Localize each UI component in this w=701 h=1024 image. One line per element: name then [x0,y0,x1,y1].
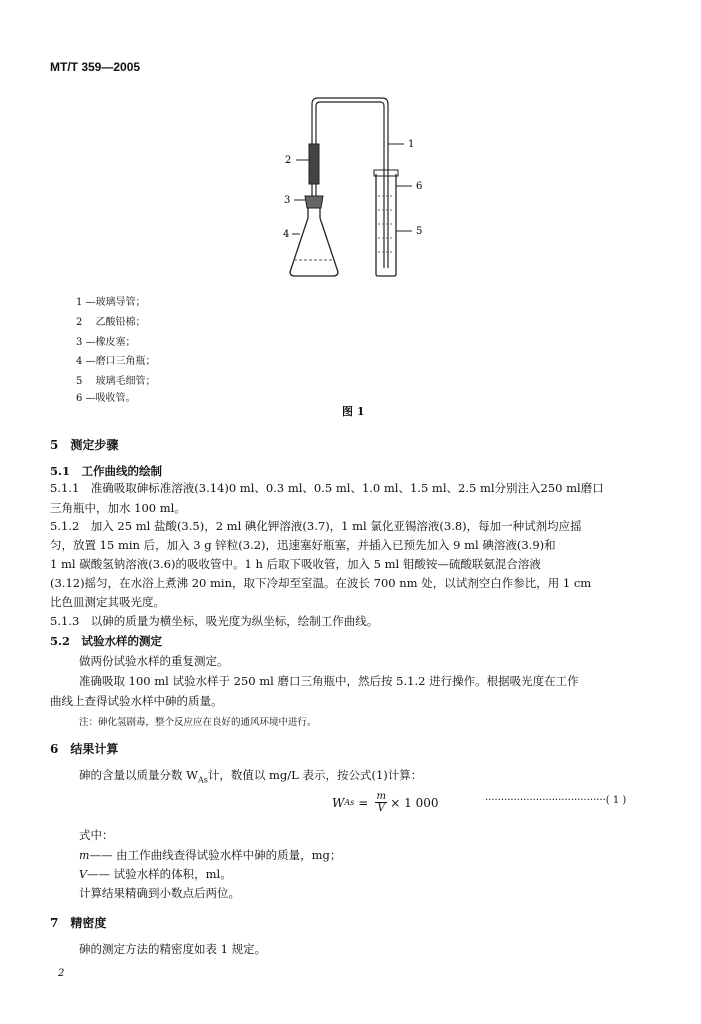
formula-1: W As = $\frac{m}{V}$ × 1 000 [332,791,439,814]
paragraph-line: 匀，放置 15 min 后，加入 3 g 锌粒(3.2)，迅速塞好瓶塞，并插入已预先加入 9 ml 碘溶液(3.9)和 [50,538,556,552]
callout-6: 6 [416,181,423,192]
section-5-heading: 5 测定步骤 [50,438,119,452]
lead-acetate-cotton-drawing [309,144,319,184]
callout-5: 5 [416,226,423,237]
paragraph-line: 做两份试验水样的重复测定。 [79,654,229,668]
apparatus-figure [270,92,450,282]
callout-2: 2 [285,155,292,166]
legend-item: 5 玻璃毛细管； [76,376,156,387]
paragraph-line: 准确吸取 100 ml 试验水样于 250 ml 磨口三角瓶中，然后按 5.1.2 进行操作。根据吸光度在工作 [79,674,579,688]
callout-4: 4 [283,229,290,240]
paragraph-line: 砷的含量以质量分数 $W_{As}$计，数值以 mg/L 表示，按公式(1)计算： [79,768,423,785]
section-5-2-heading: 5.2 试验水样的测定 [50,634,163,648]
paragraph-line: 计算结果精确到小数点后两位。 [79,886,240,900]
legend-item: 2 乙酸铅棉； [76,317,146,328]
note: 注：砷化氢剧毒，整个反应应在良好的通风环境中进行。 [79,717,317,728]
paragraph-line: 曲线上查得试验水样中砷的质量。 [50,694,223,708]
legend-item: 6 —吸收管。 [76,393,136,404]
paragraph-line: 比色皿测定其吸光度。 [50,595,165,609]
paragraph-line: 1 ml 碳酸氢钠溶液(3.6)的吸收管中。1 h 后取下吸收管，加入 5 ml 钼酸铵—硫酸联氨混合溶液 [50,557,541,571]
legend-item: 1 —玻璃导管； [76,297,146,308]
callout-1: 1 [408,139,415,150]
page-number: 2 [58,968,65,979]
paragraph-line: 5.1.2 加入 25 ml 盐酸(3.5)，2 ml 碘化钾溶液(3.7)，1 ml 氯化亚锡溶液(3.8)，每加一种试剂均应摇 [50,519,582,533]
paragraph-line: 5.1.1 准确吸取砷标准溶液(3.14)0 ml、0.3 ml、0.5 ml、1.0 ml、1.5 ml、2.5 ml分别注入250 ml磨口 [50,481,604,495]
paragraph-line: 三角瓶中，加水 100 ml。 [50,501,186,515]
conical-flask-drawing [290,208,338,276]
section-6-heading: 6 结果计算 [50,742,119,756]
legend-item: 3 —橡皮塞； [76,337,136,348]
paragraph-line: (3.12)摇匀，在水浴上煮沸 20 min，取下冷却至室温。在波长 700 nm 处，以试剂空白作参比，用 1 cm [50,576,592,590]
definition-v: V—— 试验水样的体积，ml。 [79,867,232,881]
rubber-stopper-drawing [305,196,323,208]
formula-number: ······································( 1 ) [485,795,627,806]
paragraph-line: 砷的测定方法的精密度如表 1 规定。 [79,942,267,956]
figure-caption: 图 1 [342,405,365,418]
definition-m: m—— 由工作曲线查得试验水样中砷的质量，mg； [79,848,342,862]
callout-3: 3 [284,195,291,206]
paragraph-line: 式中： [79,828,114,842]
section-7-heading: 7 精密度 [50,916,107,930]
paragraph-line: 5.1.3 以砷的质量为横坐标，吸光度为纵坐标，绘制工作曲线。 [50,614,379,628]
absorption-tube-drawing [376,174,396,276]
legend-item: 4 —磨口三角瓶； [76,356,156,367]
section-5-1-heading: 5.1 工作曲线的绘制 [50,464,163,478]
standard-number: MT/T 359—2005 [50,60,141,74]
